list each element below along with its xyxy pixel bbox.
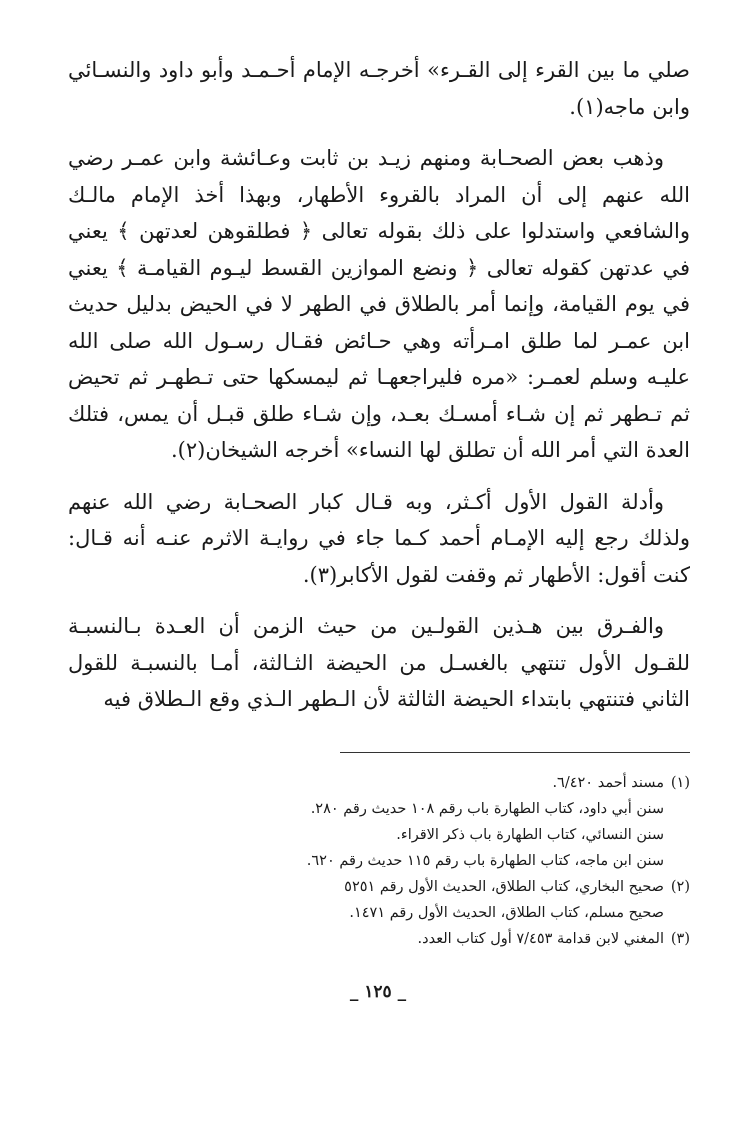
footnote-text: مسند أحمد ٦/٤٢٠. — [552, 775, 664, 791]
footnote-1 — [150, 770, 690, 796]
footnote-1-line-3 — [150, 822, 690, 848]
paragraph-3-text: وأدلة القول الأول أكـثر، وبه قـال كبار الصحـابة رضي الله عنهم ولذلك رجع إليه الإمـام أحمد كـما جاء في روايـة الاثرم عنـه أنه قـال: كنت أقول: الأطهار ثم وقفت لقول الأكابر(٣). — [68, 489, 690, 587]
footnote-text: صحيح البخاري، كتاب الطلاق، الحديث الأول رقم ٥٢٥١ — [344, 879, 664, 895]
footnote-number: (٣) — [670, 931, 690, 947]
footnotes — [150, 770, 690, 952]
paragraph-4 — [68, 608, 690, 718]
footnote-divider — [340, 752, 690, 753]
footnote-text: المغني لابن قدامة ٧/٤٥٣ أول كتاب العدد. — [417, 931, 664, 947]
footnote-3 — [150, 926, 690, 952]
footnote-2 — [150, 874, 690, 900]
page-number: _ ١٢٥ _ — [349, 982, 407, 1002]
footnote-text: سنن النسائي، كتاب الطهارة باب ذكر الاقراء. — [396, 827, 664, 843]
footnote-text: سنن أبي داود، كتاب الطهارة باب رقم ١٠٨ حديث رقم ٢٨٠. — [310, 801, 664, 817]
paragraph-1 — [68, 52, 690, 125]
footnote-2-line-2 — [150, 900, 690, 926]
footnote-1-line-2 — [150, 796, 690, 822]
paragraph-3 — [68, 484, 690, 594]
paragraph-1-text: صلي ما بين القرء إلى القـرء» أخرجـه الإمام أحـمـد وأبو داود والنسـائي وابن ماجه(١). — [68, 58, 690, 119]
paragraph-2-text: وذهب بعض الصحـابة ومنهم زيـد بن ثابت وعـائشة وابن عمـر رضي الله عنهم إلى أن المراد بالقروء الأطهار، وبهذا أخذ الإمام مالـك والشافعي واستدلوا على ذلك بقوله تعالى ﴿ فطلقوهن لعدتهن ﴾ يعني في عدتهن كقوله تعالى ﴿ ونضع الموازين القسط ليـوم القيامـة ﴾ يعني في يوم القيامة، وإنما أمر بالطلاق في الطهر لا في الحيض بدليل حديث ابن عمـر لما طلق امـرأته وهي حـائض فقـال رسـول الله صلى الله عليـه وسلم لعمـر: «مره فليراجعهـا ثم ليمسكها حتى تـطهـر ثم تحيض ثم تـطهر ثم إن شـاء أمسـك بعـد، وإن شـاء طلق قبـل أن يمس، فتلك العدة التي أمر الله أن تطلق لها النساء» أخرجه الشيخان(٢). — [68, 146, 690, 462]
footnote-number: (١) — [670, 775, 690, 791]
paragraph-4-text: والفـرق بين هـذين القولـين من حيث الزمن أن العـدة بـالنسبـة للقـول الأول تنتهي بالغسـل من الحيضة الثـالثة، أمـا بالنسبـة للقول الثاني فتنتهي بابتداء الحيضة الثالثة لأن الـطهر الـذي وقع الـطلاق فيه — [68, 614, 690, 711]
paragraph-2 — [68, 140, 690, 469]
footnote-number: (٢) — [670, 879, 690, 895]
footnote-text: سنن ابن ماجه، كتاب الطهارة باب رقم ١١٥ حديث رقم ٦٢٠. — [306, 853, 664, 869]
footnote-1-line-4 — [150, 848, 690, 874]
footnote-text: صحيح مسلم، كتاب الطلاق، الحديث الأول رقم ١٤٧١. — [349, 905, 664, 921]
main-text — [68, 52, 690, 733]
